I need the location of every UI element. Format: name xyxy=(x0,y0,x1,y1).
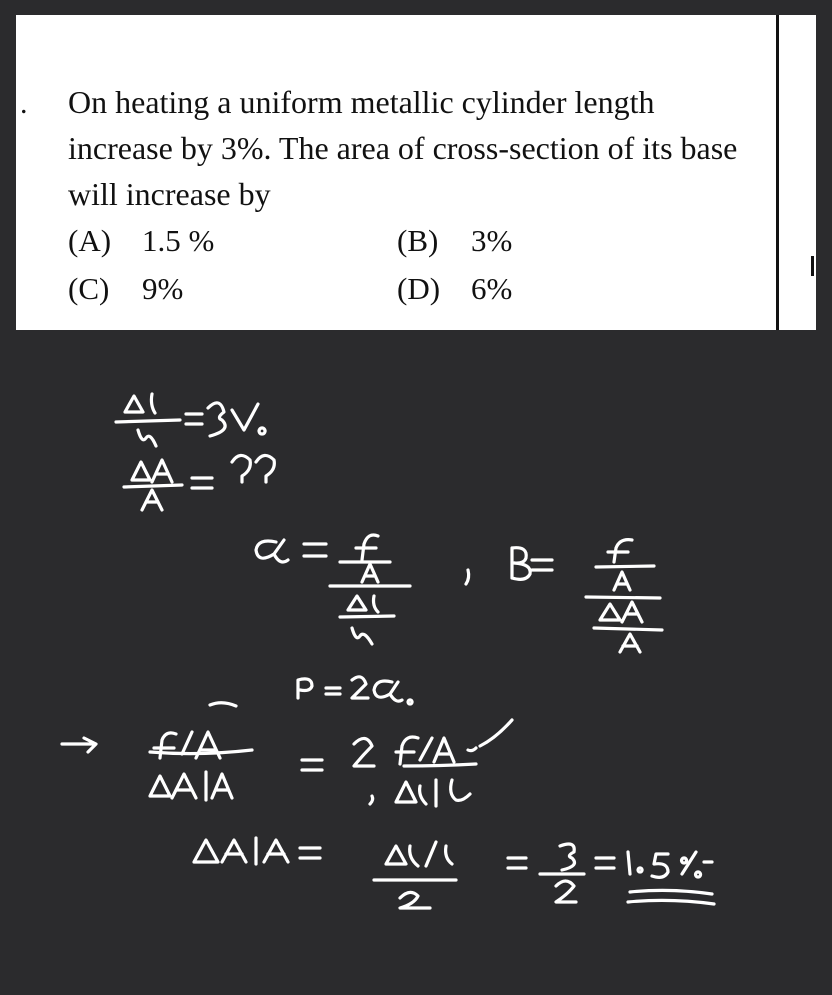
handwriting-line-1 xyxy=(116,394,265,446)
option-b-label: (B) xyxy=(397,223,439,258)
handwriting-line-6 xyxy=(194,838,714,908)
question-text: On heating a uniform metallic cylinder length increase by 3%. The area of cross-section of its base will increase by xyxy=(68,84,738,212)
handwriting-line-2 xyxy=(124,455,274,510)
option-b-value: 3% xyxy=(471,223,513,258)
option-a-label: (A) xyxy=(68,223,112,258)
question-bullet: . xyxy=(20,87,28,120)
option-a-value: 1.5 % xyxy=(142,223,215,258)
option-d-value: 6% xyxy=(471,271,513,306)
option-c-label: (C) xyxy=(68,271,110,306)
option-d-label: (D) xyxy=(397,271,441,306)
handwriting-line-3 xyxy=(256,535,662,652)
handwriting-line-5 xyxy=(62,720,512,806)
handwriting-line-4 xyxy=(210,677,412,706)
option-c-value: 9% xyxy=(142,271,184,306)
